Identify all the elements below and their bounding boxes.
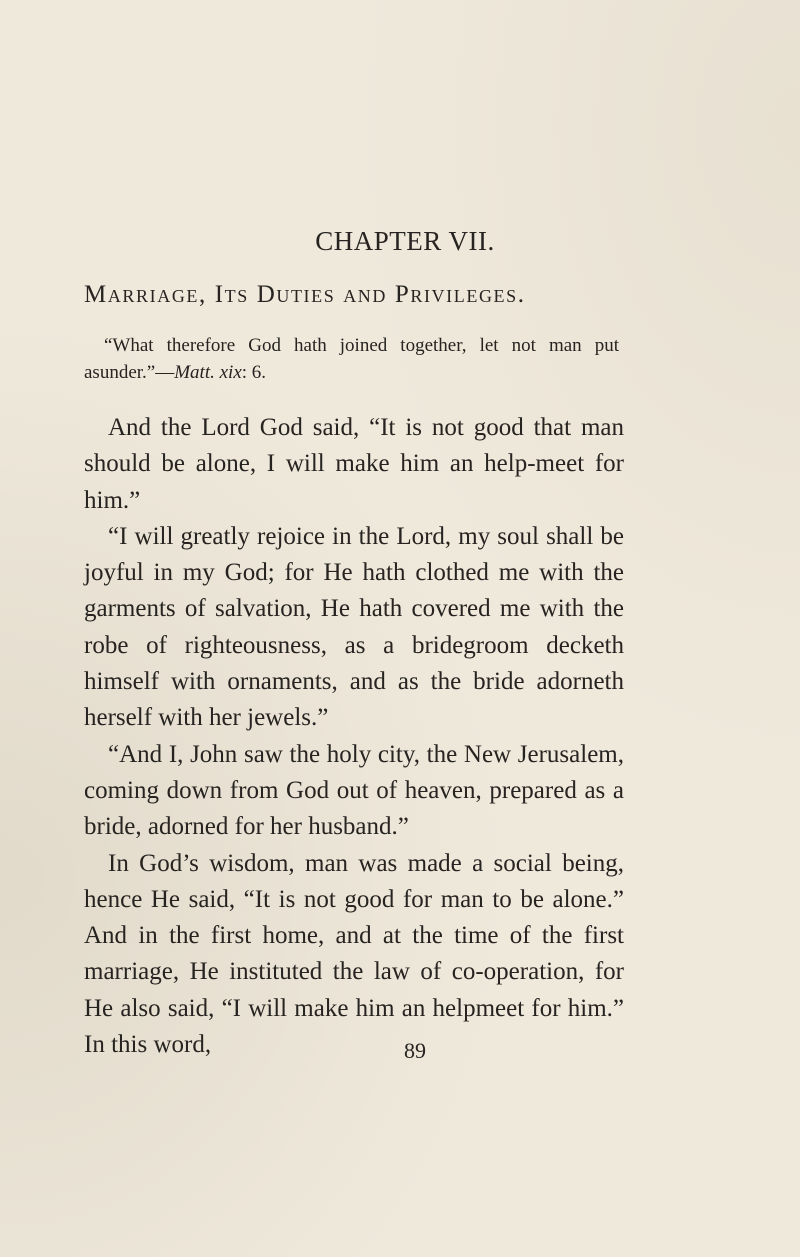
body-text	[84, 410, 624, 1063]
epigraph-quote: “What therefore God hath joined together, let not man put asunder.”—	[84, 335, 619, 383]
paragraph: “And I, John saw the holy city, the New Jerusalem, coming down from God out of heaven, prepared as a bride, adorned for her husband.”	[84, 740, 624, 841]
paragraph: “I will greatly rejoice in the Lord, my soul shall be joyful in my God; for He hath clothed me with the garments of salvation, He hath covered me with the robe of righteousness, as a bridegroom decketh himself with ornaments, and as the bride adorneth herself with her jewels.”	[84, 522, 624, 732]
chapter-heading: CHAPTER VII.	[315, 226, 495, 256]
epigraph	[84, 332, 619, 386]
paragraph: In God’s wisdom, man was made a social being, hence He said, “It is not good for man to be alone.” And in the first home, and at the time of the first marriage, He instituted the law of co-operation, for He also said, “I will make him an helpmeet for him.” In this word,	[84, 849, 624, 1059]
epigraph-verse: : 6.	[241, 362, 267, 383]
epigraph-citation: Matt. xix	[174, 362, 242, 383]
section-title: Marriage, Its Duties and Privileges.	[84, 281, 526, 308]
page-number: 89	[404, 1038, 426, 1063]
paragraph: And the Lord God said, “It is not good that man should be alone, I will make him an help-meet for him.”	[84, 414, 624, 514]
